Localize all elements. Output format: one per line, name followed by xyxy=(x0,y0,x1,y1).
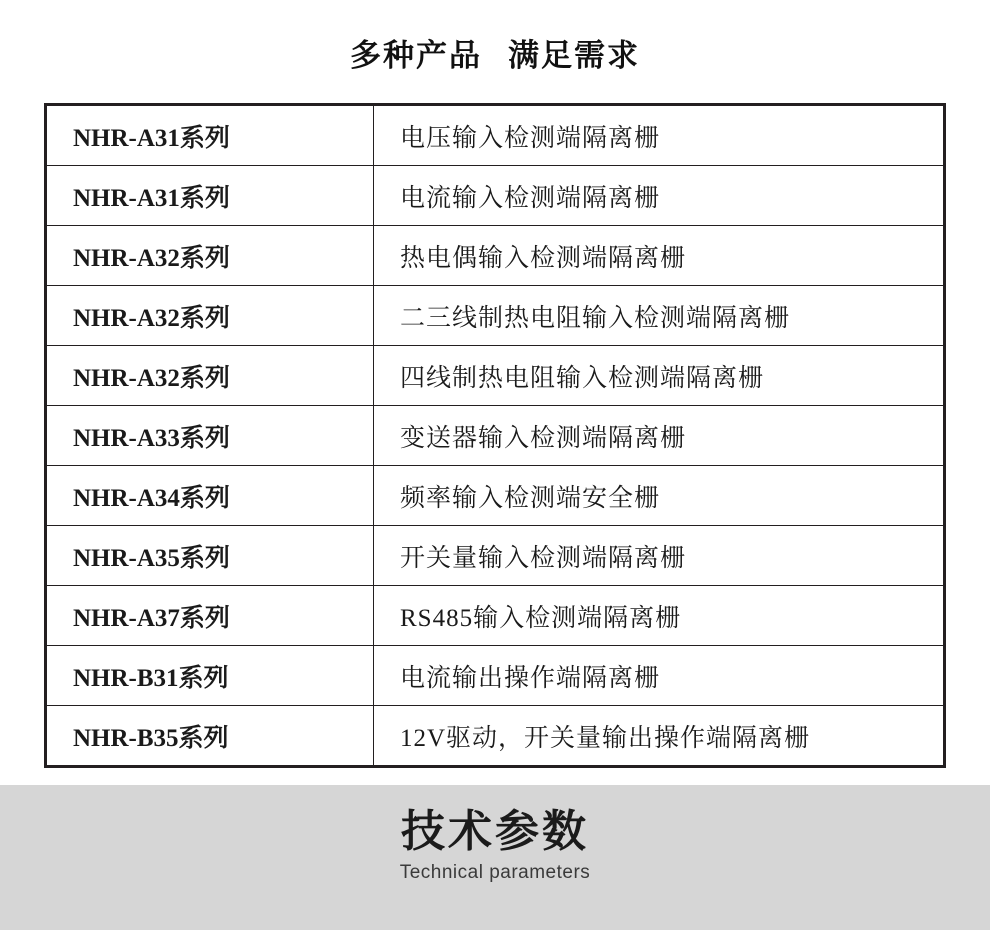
product-model: NHR-A32系列 xyxy=(47,346,374,406)
table-row xyxy=(47,286,943,346)
product-model: NHR-A32系列 xyxy=(47,226,374,286)
product-model: NHR-A35系列 xyxy=(47,526,374,586)
product-description: 电流输出操作端隔离栅 xyxy=(374,646,944,706)
page-title xyxy=(0,0,990,75)
product-description: 二三线制热电阻输入检测端隔离栅 xyxy=(374,286,944,346)
product-description: 电流输入检测端隔离栅 xyxy=(374,166,944,226)
product-model: NHR-B31系列 xyxy=(47,646,374,706)
product-table-container xyxy=(44,103,946,768)
product-model: NHR-A31系列 xyxy=(47,106,374,166)
table-row xyxy=(47,406,943,466)
product-model: NHR-B35系列 xyxy=(47,706,374,766)
product-model: NHR-A32系列 xyxy=(47,286,374,346)
table-row xyxy=(47,166,943,226)
product-description: 电压输入检测端隔离栅 xyxy=(374,106,944,166)
table-row xyxy=(47,346,943,406)
product-description: 频率输入检测端安全栅 xyxy=(374,466,944,526)
banner-title-en: Technical parameters xyxy=(399,861,591,883)
product-description: 四线制热电阻输入检测端隔离栅 xyxy=(374,346,944,406)
page-title-left: 多种产品 xyxy=(350,38,482,73)
banner-title-cn: 技术参数 xyxy=(401,807,589,856)
table-row xyxy=(47,586,943,646)
table-row xyxy=(47,646,943,706)
table-row xyxy=(47,106,943,166)
table-row xyxy=(47,466,943,526)
product-model: NHR-A34系列 xyxy=(47,466,374,526)
product-model: NHR-A33系列 xyxy=(47,406,374,466)
table-row xyxy=(47,706,943,766)
product-description: RS485输入检测端隔离栅 xyxy=(374,586,944,646)
page-title-right: 满足需求 xyxy=(508,38,640,73)
product-model: NHR-A31系列 xyxy=(47,166,374,226)
technical-parameters-banner xyxy=(0,785,990,930)
table-row xyxy=(47,226,943,286)
product-description: 变送器输入检测端隔离栅 xyxy=(374,406,944,466)
product-table-body xyxy=(47,106,943,765)
product-model: NHR-A37系列 xyxy=(47,586,374,646)
product-description: 12V驱动，开关量输出操作端隔离栅 xyxy=(374,706,944,766)
product-table xyxy=(47,106,943,765)
product-description: 开关量输入检测端隔离栅 xyxy=(374,526,944,586)
product-description: 热电偶输入检测端隔离栅 xyxy=(374,226,944,286)
table-row xyxy=(47,526,943,586)
